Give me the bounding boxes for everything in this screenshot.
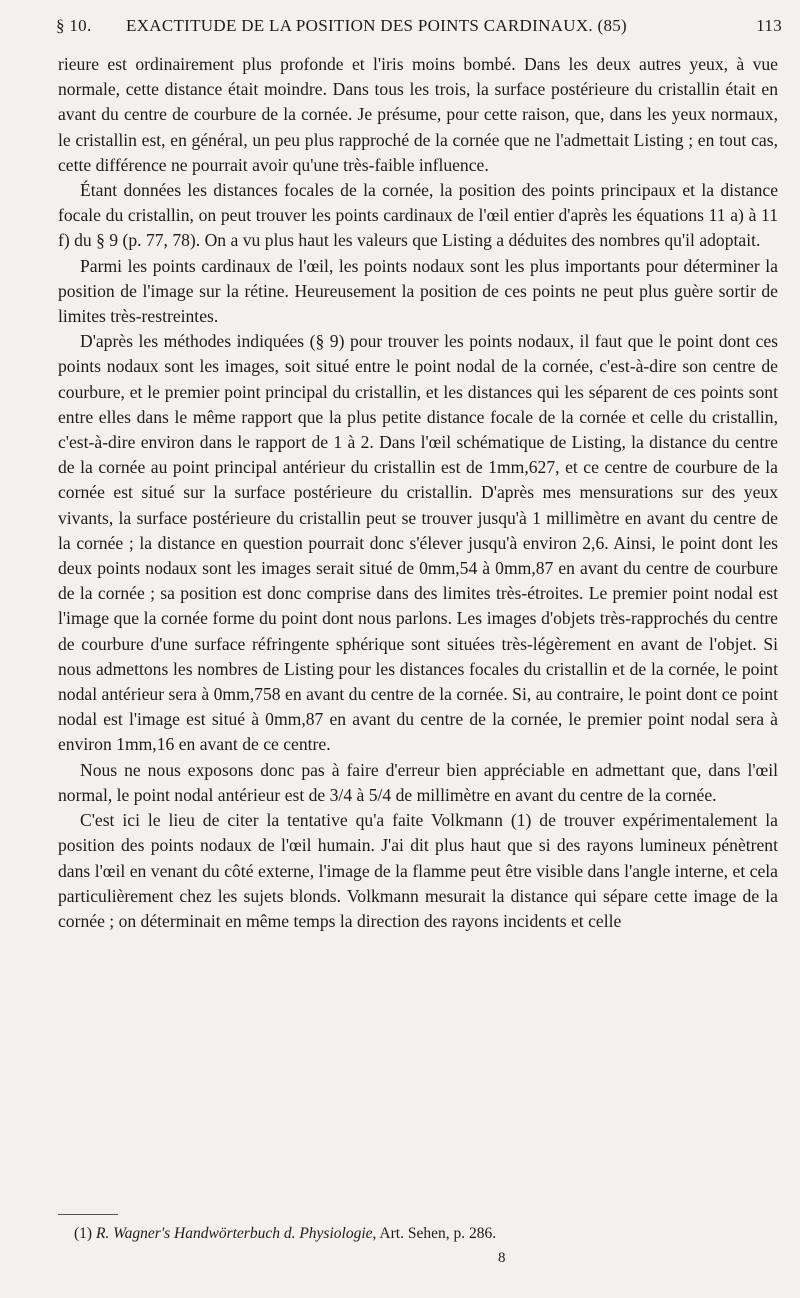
paragraph: Nous ne nous exposons donc pas à faire d'erreur bien appréciable en admettant que, dans l'œil normal, le point nodal antérieur est de 3/4 à 5/4 de millimètre en avant du centre de la cornée. [58,759,778,805]
footnote-reference: , Art. Sehen, p. 286. [372,1225,497,1242]
running-title: EXACTITUDE DE LA POSITION DES POINTS CARDINAUX. (85) [126,16,628,35]
paragraph: Étant données les distances focales de la cornée, la position des points principaux et la distance focale du cristallin, on peut trouver les points cardinaux de l'œil entier d'après les équations 11 a) à 11 f) du § 9 (p. 77, 78). On a vu plus haut les valeurs que Listing a déduites des nombres qu'il adoptait. [58,180,778,251]
footnote-author: R. Wagner's [95,1225,171,1242]
footnote [74,1224,774,1244]
paragraph: rieure est ordinairement plus profonde et l'iris moins bombé. Dans les deux autres yeux, à vue normale, cette distance était moindre. Dans tous les trois, la surface postérieure du cristallin était en avant du centre de courbure de la cornée. Je présume, pour cette raison, que, dans les yeux normaux, le cristallin est, en général, un peu plus rapproché de la cornée que ne l'admettait Listing ; en tout cas, cette différence ne pourrait avoir qu'une très-faible influence. [58,54,778,175]
signature-mark: 8 [498,1250,506,1266]
footnote-rule [58,1214,118,1215]
running-header [56,16,782,44]
page-number: 113 [756,16,782,35]
footnote-marker: (1) [74,1225,93,1242]
body-text [58,52,778,934]
section-number: § 10. [56,16,92,35]
paragraph: C'est ici le lieu de citer la tentative qu'a faite Volkmann (1) de trouver expérimentalement la position des points nodaux de l'œil humain. J'ai dit plus haut que si des rayons lumineux pénètrent dans l'œil en venant du côté externe, l'image de la flamme peut être visible dans l'angle interne, et cela particulièrement chez les sujets blonds. Volkmann mesurait la distance qui sépare cette image de la cornée ; on déterminait en même temps la direction des rayons incidents et celle [58,810,778,931]
paragraph: D'après les méthodes indiquées (§ 9) pour trouver les points nodaux, il faut que le point dont ces points nodaux sont les images, soit situé entre le point nodal de la cornée, c'est-à-dire son centre de courbure, et le premier point principal du cristallin, et les distances qui les séparent de ces points sont entre elles dans le même rapport que la plus petite distance focale de la cornée et celle du cristallin, c'est-à-dire environ dans le rapport de 1 à 2. Dans l'œil schématique de Listing, la distance du centre de la cornée au point principal antérieur du cristallin est de 1mm,627, et ce centre de courbure de la cornée est situé sur la surface postérieure du cristallin. D'après mes mensurations sur des yeux vivants, la surface postérieure du cristallin peut se trouver jusqu'à 1 millimètre en avant du centre de la cornée ; la distance en question pourrait donc s'élever jusqu'à environ 2,6. Ainsi, le point dont les deux points nodaux sont les images serait situé de 0mm,54 à 0mm,87 en avant du centre de courbure de la cornée ; sa position est donc comprise dans des limites très-étroites. Le premier point nodal est l'image que la cornée forme du point dont nous parlons. Les images d'objets très-rapprochés du centre de courbure d'une surface réfringente sphérique sont situées très-légèrement en avant de l'objet. Si nous admettons les nombres de Listing pour les distances focales du cristallin et de la cornée, le point nodal antérieur sera à 0mm,758 en avant du centre de la cornée. Si, au contraire, le point dont ce point nodal est l'image est situé à 0mm,87 en avant du centre de la cornée, le premier point nodal sera à environ 1mm,16 en avant de ce centre. [58,331,778,755]
footnote-work: Handwörterbuch d. Physiologie [174,1225,373,1242]
paragraph: Parmi les points cardinaux de l'œil, les points nodaux sont les plus importants pour déterminer la position de l'image sur la rétine. Heureusement la position de ces points ne peut plus guère sortir de limites très-restreintes. [58,255,778,327]
